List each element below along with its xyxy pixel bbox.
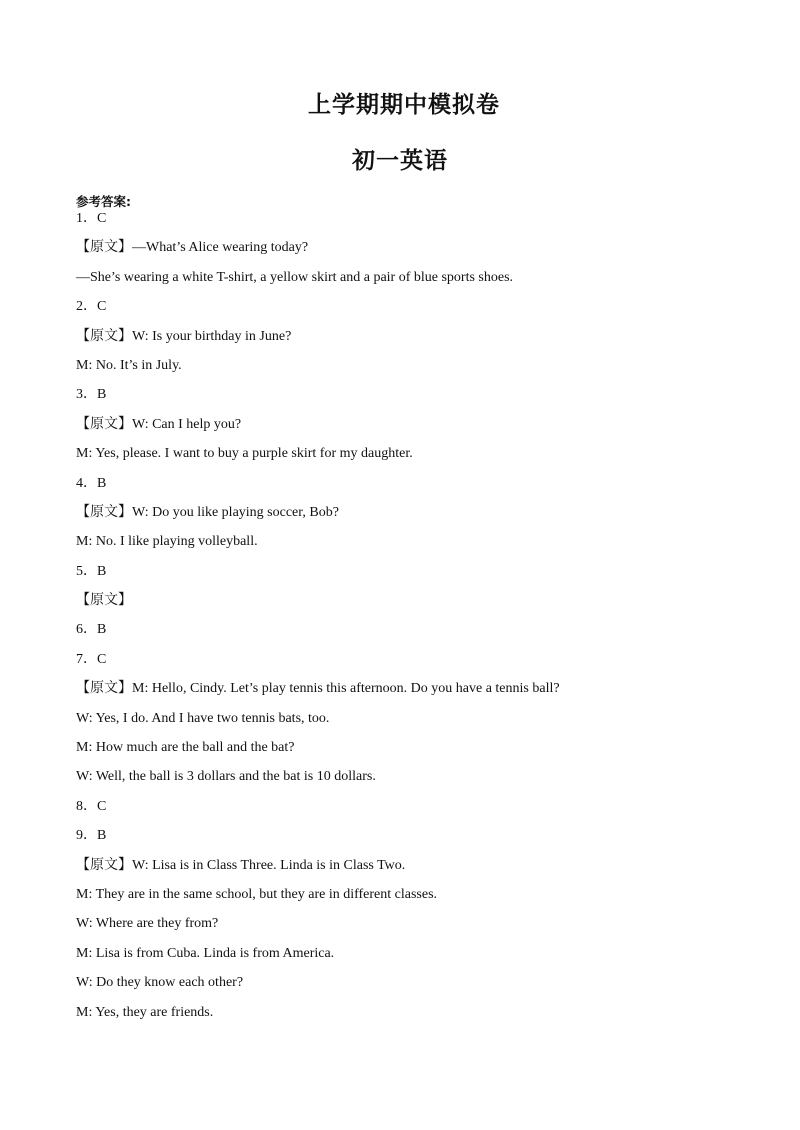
transcript-line: 【原文】W: Lisa is in Class Three. Linda is in Class Two. [76, 857, 406, 873]
transcript-line: M: How much are the ball and the bat? [76, 740, 295, 756]
transcript-line: W: Yes, I do. And I have two tennis bats, too. [76, 710, 330, 726]
transcript-line: M: Yes, please. I want to buy a purple skirt for my daughter. [76, 446, 413, 462]
answer-line: 7．C [76, 651, 107, 667]
answer-line: 8．C [76, 798, 107, 814]
transcript-line: 【原文】W: Is your birthday in June? [76, 328, 292, 344]
transcript-line: M: No. I like playing volleyball. [76, 534, 258, 550]
transcript-line: W: Well, the ball is 3 dollars and the bat is 10 dollars. [76, 769, 376, 785]
answer-line: 9．B [76, 828, 107, 844]
document-title: 上学期期中模拟卷 [308, 92, 500, 118]
transcript-line: M: Yes, they are friends. [76, 1004, 214, 1020]
transcript-line: —She’s wearing a white T-shirt, a yellow skirt and a pair of blue sports shoes. [76, 269, 514, 285]
answer-line: 3．B [76, 387, 107, 403]
answers-heading: 参考答案: [76, 194, 131, 209]
transcript-line: 【原文】 [76, 593, 132, 609]
transcript-line: W: Do they know each other? [76, 975, 244, 991]
transcript-line: 【原文】—What’s Alice wearing today? [76, 240, 309, 256]
transcript-line: M: No. It’s in July. [76, 357, 182, 373]
answer-line: 5．B [76, 563, 107, 579]
transcript-line: 【原文】W: Do you like playing soccer, Bob? [76, 504, 339, 520]
answer-list [76, 209, 766, 1032]
transcript-line: M: Lisa is from Cuba. Linda is from America. [76, 945, 335, 961]
answer-line: 4．B [76, 475, 107, 491]
transcript-line: M: They are in the same school, but they are in different classes. [76, 886, 438, 902]
answer-line: 2．C [76, 299, 107, 315]
transcript-line: 【原文】W: Can I help you? [76, 416, 242, 432]
answer-line: 6．B [76, 622, 107, 638]
transcript-line: 【原文】M: Hello, Cindy. Let’s play tennis this afternoon. Do you have a tennis ball? [76, 681, 560, 697]
answer-line: 1．C [76, 211, 107, 226]
document-subtitle: 初一英语 [352, 148, 448, 174]
transcript-line: W: Where are they from? [76, 916, 219, 932]
